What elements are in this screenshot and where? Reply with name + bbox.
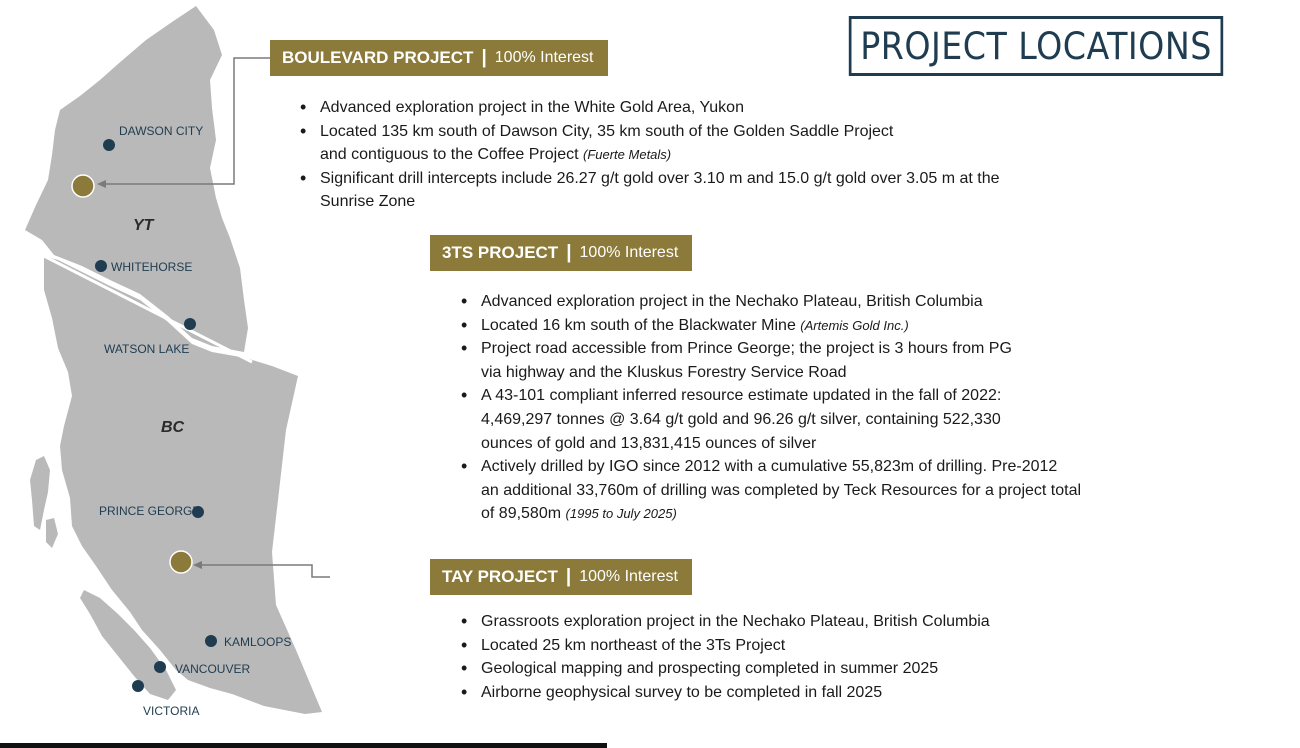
city-label-dawson: DAWSON CITY bbox=[119, 124, 204, 138]
project-name: TAY PROJECT bbox=[442, 567, 558, 586]
city-label-victoria: VICTORIA bbox=[143, 704, 200, 718]
threets-bullet-list bbox=[461, 290, 1181, 526]
interest-label: 100% Interest bbox=[579, 244, 679, 261]
list-item: • Actively drilled by IGO since 2012 with a cumulative 55,823m of drilling. Pre-2012 an additional 33,760m of drilling was completed by Teck Resources for a project total of 89,580m (1995 to July 2025) bbox=[461, 455, 1181, 526]
project-name: BOULEVARD PROJECT bbox=[282, 48, 474, 67]
list-item: • Geological mapping and prospecting completed in summer 2025 bbox=[461, 657, 1161, 681]
boulevard-bullet-list bbox=[300, 96, 1140, 214]
bc-label: BC bbox=[161, 419, 185, 436]
list-item: • Located 25 km northeast of the 3Ts Project bbox=[461, 634, 1161, 658]
victoria-dot bbox=[132, 680, 144, 692]
interest-label: 100% Interest bbox=[579, 568, 678, 585]
list-item: • Airborne geophysical survey to be completed in fall 2025 bbox=[461, 681, 1161, 705]
haida-gwaii-small-island-shape bbox=[46, 518, 58, 548]
haida-gwaii-island-shape bbox=[30, 456, 50, 530]
whitehorse-dot bbox=[95, 260, 107, 272]
dawson-city-dot bbox=[103, 139, 115, 151]
list-item: • Advanced exploration project in the White Gold Area, Yukon bbox=[300, 96, 1140, 120]
tay-bullet-list bbox=[461, 610, 1161, 704]
separator: | bbox=[565, 566, 572, 587]
list-item: • Located 135 km south of Dawson City, 35 km south of the Golden Saddle Project and contiguous to the Coffee Project (Fuerte Metals) bbox=[300, 120, 1140, 167]
project-name: 3TS PROJECT bbox=[442, 243, 559, 262]
city-label-watson-lake: WATSON LAKE bbox=[104, 342, 190, 356]
list-item: • Located 16 km south of the Blackwater Mine (Artemis Gold Inc.) bbox=[461, 314, 1181, 338]
separator: | bbox=[481, 47, 487, 68]
watson-lake-dot bbox=[184, 318, 196, 330]
tay-project-marker bbox=[170, 551, 192, 573]
list-item: • Significant drill intercepts include 26.27 g/t gold over 3.10 m and 15.0 g/t gold over 3.05 m at the Sunrise Zone bbox=[300, 167, 1140, 214]
bottom-divider-bar bbox=[0, 743, 607, 748]
city-label-whitehorse: WHITEHORSE bbox=[111, 260, 193, 274]
city-label-prince-george: PRINCE GEORGE bbox=[99, 504, 201, 518]
page-title: PROJECT LOCATIONS bbox=[849, 16, 1223, 76]
kamloops-dot bbox=[205, 635, 217, 647]
list-item: • Project road accessible from Prince George; the project is 3 hours from PG via highway and the Kluskus Forestry Service Road bbox=[461, 337, 1181, 384]
list-item: • A 43-101 compliant inferred resource estimate updated in the fall of 2022: 4,469,297 tonnes @ 3.64 g/t gold and 96.26 g/t silver, containing 522,330 ounces of gold and 13,831,415 ounces of silver bbox=[461, 384, 1181, 455]
city-label-kamloops: KAMLOOPS bbox=[224, 635, 292, 649]
interest-label: 100% Interest bbox=[494, 49, 594, 66]
tay-project-tag bbox=[430, 559, 692, 595]
list-item: • Advanced exploration project in the Nechako Plateau, British Columbia bbox=[461, 290, 1181, 314]
yukon-label: YT bbox=[133, 217, 154, 234]
separator: | bbox=[566, 242, 572, 263]
vancouver-dot bbox=[154, 661, 166, 673]
threets-project-tag bbox=[430, 235, 692, 271]
city-label-vancouver: VANCOUVER bbox=[175, 662, 251, 676]
list-item: • Grassroots exploration project in the Nechako Plateau, British Columbia bbox=[461, 610, 1161, 634]
boulevard-project-tag bbox=[270, 40, 608, 76]
boulevard-project-marker bbox=[72, 175, 94, 197]
